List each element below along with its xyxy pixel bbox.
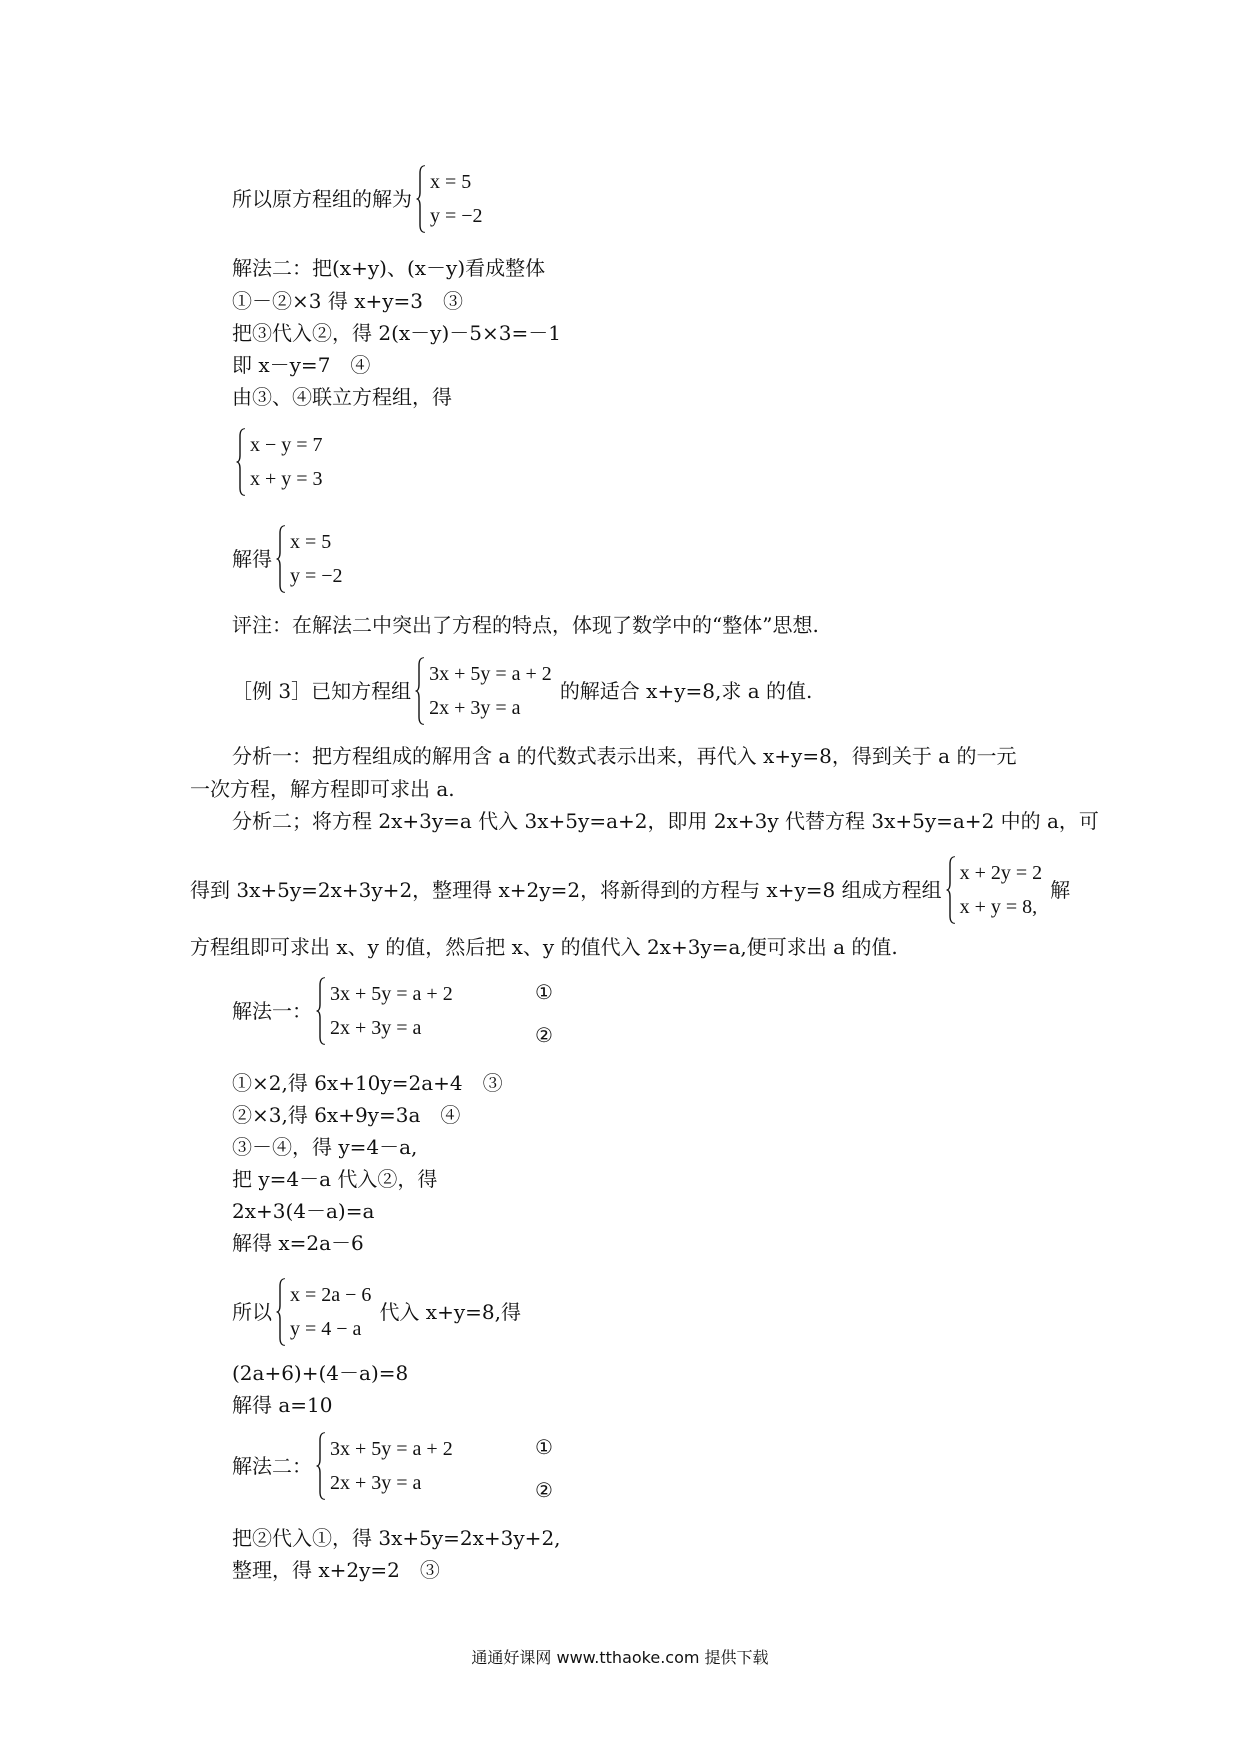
text: 解法二： [232,1454,312,1478]
equation: y = 4 − a [290,1318,362,1340]
brace-icon [276,525,286,593]
equation-system [236,428,327,496]
line-solution-summary [232,165,491,233]
text: 得到 3x+5y=2x+3y+2，整理得 x+2y=2，将新得到的方程与 x+y=8 组成方程组 [190,878,942,902]
step-line: ②×3,得 6x+9y=3a ④ [232,1103,461,1127]
analysis-two-cont [190,856,1070,924]
equation: x = 2a − 6 [290,1284,372,1306]
text-line: ①－②×3 得 x+y=3 ③ [232,289,464,313]
equation: 2x + 3y = a [330,1017,422,1039]
equation: x − y = 7 [250,434,323,456]
example-3 [232,657,812,725]
step-line: 把②代入①，得 3x+5y=2x+3y+2, [232,1526,561,1550]
equation-system [316,977,457,1045]
text: 解得 [232,547,272,571]
equation: x + y = 3 [250,468,323,490]
step-line: ③－④，得 y=4－a, [232,1135,418,1159]
brace-icon [236,428,246,496]
equation: 3x + 5y = a + 2 [330,1438,453,1460]
equation: x + y = 8, [959,896,1038,918]
text: ［例 3］已知方程组 [232,679,412,703]
equation: 3x + 5y = a + 2 [330,983,453,1005]
equation: x = 5 [430,171,472,193]
analysis-two-end: 方程组即可求出 x、y 的值，然后把 x、y 的值代入 2x+3y=a,便可求出 a 的值. [190,935,898,959]
brace-icon [415,657,425,725]
equation: 3x + 5y = a + 2 [429,663,552,685]
footer-credit: 通通好课网 www.tthaoke.com 提供下载 [471,1648,769,1667]
circled-two-marker: ② [535,1478,553,1502]
step-line: 2x+3(4－a)=a [232,1199,375,1223]
text: 解法一： [232,999,312,1023]
step-line: 解得 a=10 [232,1393,333,1417]
analysis-two: 分析二；将方程 2x+3y=a 代入 3x+5y=a+2，即用 2x+3y 代替方程 3x+5y=a+2 中的 a，可 [232,809,1099,833]
step-line: ①×2,得 6x+10y=2a+4 ③ [232,1071,503,1095]
equation: y = −2 [430,205,483,227]
equation-system [946,856,1047,924]
text-line: 把③代入②，得 2(x－y)－5×3=－1 [232,321,561,345]
equation: 2x + 3y = a [330,1472,422,1494]
solution-line [232,525,351,593]
brace-icon [946,856,956,924]
step-line: (2a+6)+(4－a)=8 [232,1361,409,1385]
equation-system [416,165,487,233]
equation-system [276,525,347,593]
equation-system [415,657,556,725]
equation-system [276,1278,375,1346]
method-two-heading: 解法二：把(x+y)、(x－y)看成整体 [232,256,546,280]
step-line: 整理，得 x+2y=2 ③ [232,1558,440,1582]
brace-icon [416,165,426,233]
equation: y = −2 [290,565,343,587]
circled-two-marker: ② [535,1023,553,1047]
text: 代入 x+y=8,得 [379,1300,521,1324]
circled-one-marker: ① [535,1435,553,1459]
brace-icon [316,1432,326,1500]
equation: x = 5 [290,531,332,553]
brace-icon [276,1278,286,1346]
method-two [232,1432,461,1500]
analysis-one-cont: 一次方程，解方程即可求出 a. [190,777,455,801]
text: 所以 [232,1300,272,1324]
text-line: 由③、④联立方程组，得 [232,385,452,409]
step-line: 把 y=4－a 代入②，得 [232,1167,438,1191]
substitution-line [232,1278,521,1346]
text-line: 即 x－y=7 ④ [232,353,371,377]
equation: x + 2y = 2 [959,862,1043,884]
analysis-one: 分析一：把方程组成的解用含 a 的代数式表示出来，再代入 x+y=8，得到关于 a 的一元 [232,744,1017,768]
brace-icon [316,977,326,1045]
circled-one-marker: ① [535,980,553,1004]
comment-line: 评注：在解法二中突出了方程的特点，体现了数学中的“整体”思想. [232,613,819,637]
equation-system-line [232,428,331,496]
text: 所以原方程组的解为 [232,187,412,211]
equation: 2x + 3y = a [429,697,521,719]
method-one [232,977,461,1045]
step-line: 解得 x=2a－6 [232,1231,364,1255]
text: 解 [1050,878,1071,902]
text: 的解适合 x+y=8,求 a 的值. [559,679,813,703]
equation-system [316,1432,457,1500]
